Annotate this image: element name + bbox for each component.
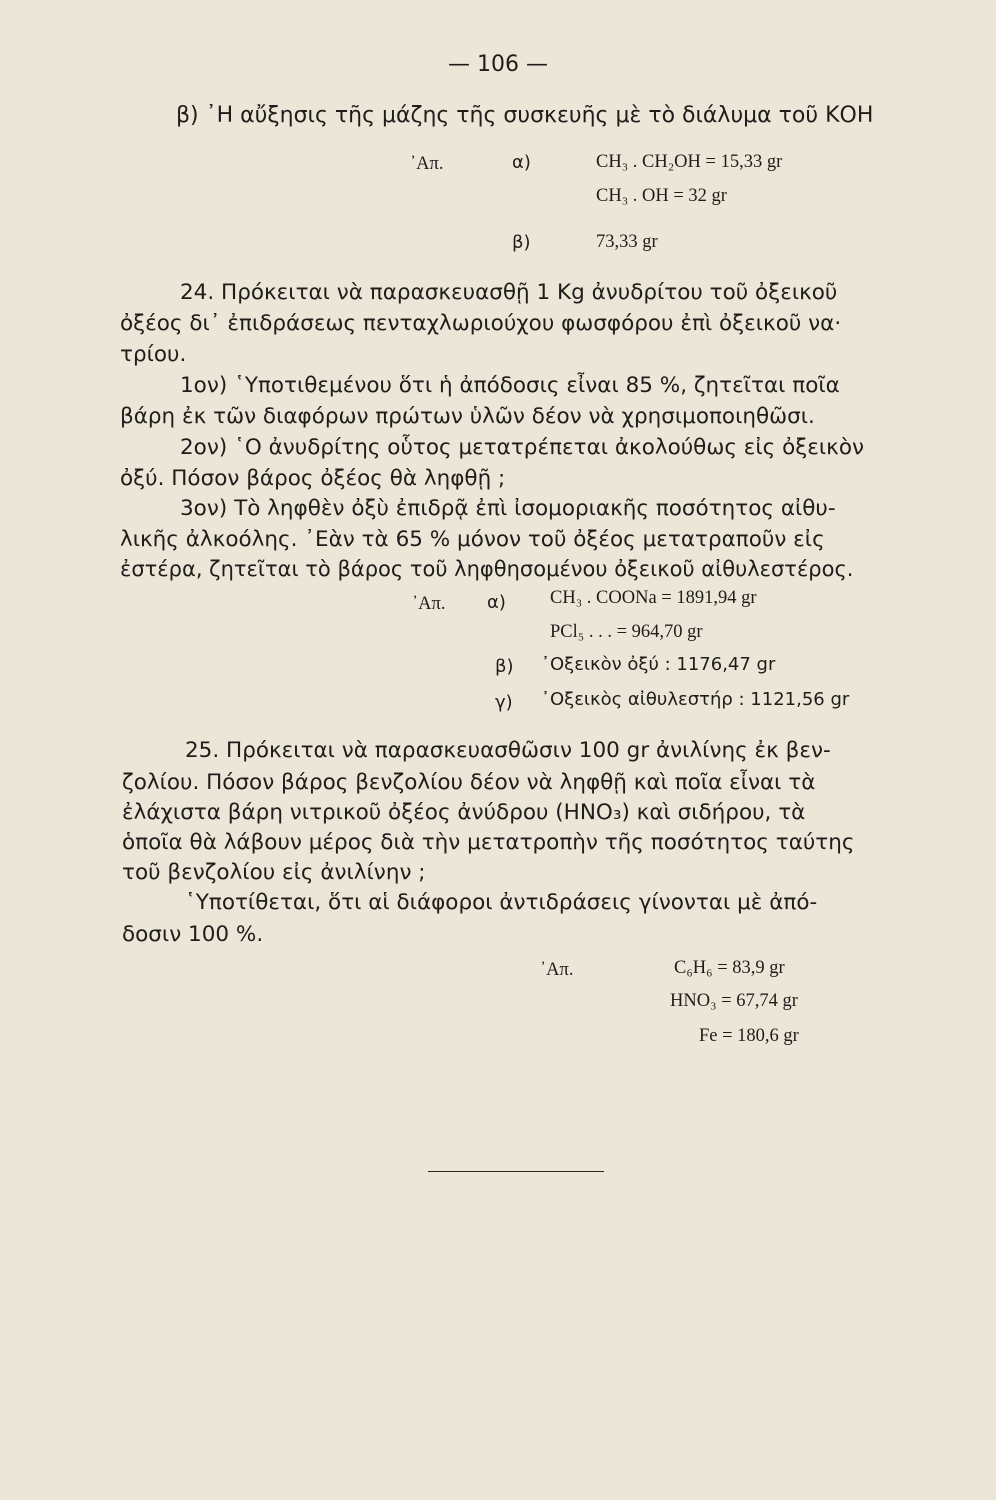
problem-24-line-8: 3ον) Τὸ ληφθὲν ὀξὺ ἐπιδρᾷ ἐπὶ ἰσομοριακῆς ποσότητος αἰθυ- bbox=[180, 496, 836, 521]
answer-a-line-2: CH₃ . OH = 32 gr bbox=[596, 186, 727, 206]
problem-25-line-5: τοῦ βενζολίου εἰς ἀνιλίνην ; bbox=[122, 860, 426, 885]
answer-label: ᾿Απ. bbox=[410, 154, 444, 174]
answer-a-label: α) bbox=[487, 592, 506, 613]
answer-label: ᾿Απ. bbox=[412, 594, 446, 614]
answer-a-label: α) bbox=[512, 152, 531, 173]
answer-b-line-1: 73,33 gr bbox=[596, 232, 658, 252]
problem-24-line-2: ὀξέος δι᾿ ἐπιδράσεως πενταχλωριούχου φωσφόρου ἐπὶ ὀξεικοῦ να· bbox=[120, 311, 842, 336]
answer-line-3: Fe = 180,6 gr bbox=[699, 1026, 799, 1046]
answer-b-line-1: ᾿Οξεικὸν ὀξύ : 1176,47 gr bbox=[541, 654, 776, 675]
problem-24-line-1: 24. Πρόκειται νὰ παρασκευασθῇ 1 Kg ἀνυδρίτου τοῦ ὀξεικοῦ bbox=[180, 280, 838, 305]
page-number: — 106 — bbox=[448, 52, 548, 77]
answer-a-line-1: CH₃ . CH₂OH = 15,33 gr bbox=[596, 152, 783, 172]
problem-24-line-9: λικῆς ἀλκοόλης. ᾿Εὰν τὰ 65 % μόνον τοῦ ὀξέος μετατραποῦν εἰς bbox=[120, 527, 825, 552]
answer-label: ᾿Απ. bbox=[540, 960, 574, 980]
answer-a-line-1: CH₃ . COONa = 1891,94 gr bbox=[550, 588, 757, 608]
answer-g-line-1: ᾿Οξεικὸς αἰθυλεστήρ : 1121,56 gr bbox=[541, 689, 850, 710]
problem-25-line-6: ῾Υποτίθεται, ὅτι αἱ διάφοροι ἀντιδράσεις γίνονται μὲ ἀπό- bbox=[185, 890, 818, 915]
answer-b-label: β) bbox=[495, 656, 514, 677]
answer-line-2: HNO₃ = 67,74 gr bbox=[670, 991, 798, 1011]
problem-24-line-3: τρίου. bbox=[120, 342, 187, 367]
problem-24-line-5: βάρη ἐκ τῶν διαφόρων πρώτων ὑλῶν δέον νὰ χρησιμοποιηθῶσι. bbox=[120, 404, 815, 429]
problem-25-line-4: ὁποῖα θὰ λάβουν μέρος διὰ τὴν μετατροπὴν τῆς ποσότητος ταύτης bbox=[122, 830, 855, 855]
section-divider bbox=[428, 1171, 604, 1172]
answer-g-label: γ) bbox=[495, 692, 513, 713]
answer-line-1: C₆H₆ = 83,9 gr bbox=[674, 958, 785, 978]
problem-25-line-1: 25. Πρόκειται νὰ παρασκευασθῶσιν 100 gr ἀνιλίνης ἐκ βεν- bbox=[185, 738, 831, 763]
problem-25-line-3: ἐλάχιστα βάρη νιτρικοῦ ὀξέος ἀνύδρου (ΗΝΟ₃) καὶ σιδήρου, τὰ bbox=[122, 800, 806, 825]
answer-b-label: β) bbox=[512, 232, 531, 253]
problem-25-line-7: δοσιν 100 %. bbox=[122, 922, 264, 947]
answer-a-line-2: PCl₅ . . . = 964,70 gr bbox=[550, 622, 703, 642]
problem-24-line-7: ὀξύ. Πόσον βάρος ὀξέος θὰ ληφθῇ ; bbox=[120, 466, 506, 491]
problem-24-line-6: 2ον) ῾Ο ἀνυδρίτης οὗτος μετατρέπεται ἀκολούθως εἰς ὀξεικὸν bbox=[180, 435, 865, 460]
problem-24-line-10: ἐστέρα, ζητεῖται τὸ βάρος τοῦ ληφθησομένου ὀξεικοῦ αἰθυλεστέρος. bbox=[120, 557, 854, 581]
problem-25-line-2: ζολίου. Πόσον βάρος βενζολίου δέον νὰ ληφθῇ καὶ ποῖα εἶναι τὰ bbox=[122, 770, 816, 795]
problem-24-line-4: 1ον) ῾Υποτιθεμένου ὅτι ἡ ἀπόδοσις εἶναι 85 %, ζητεῖται ποῖα bbox=[180, 373, 840, 398]
question-b-line: β) ᾿Η αὔξησις τῆς μάζης τῆς συσκευῆς μὲ τὸ διάλυμα τοῦ ΚΟΗ bbox=[176, 103, 874, 128]
